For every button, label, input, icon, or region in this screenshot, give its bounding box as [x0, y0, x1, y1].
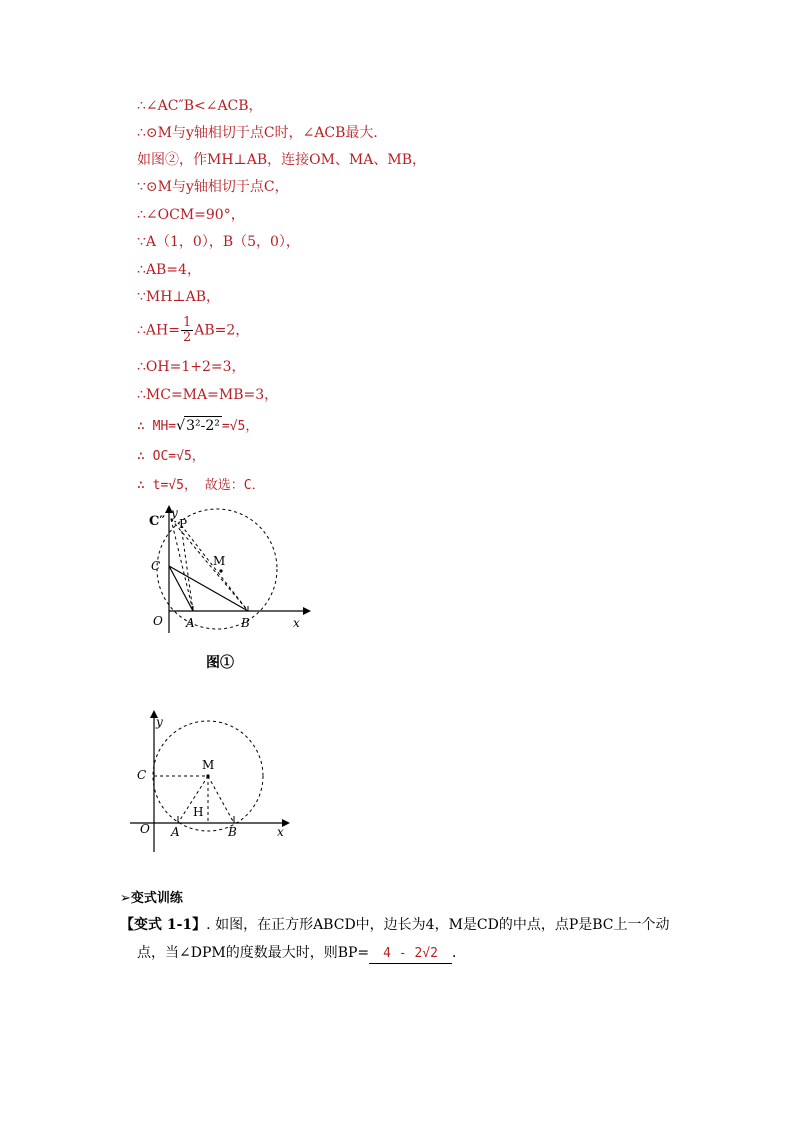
- label-a: A: [171, 825, 180, 839]
- solution-line-9: [137, 316, 249, 345]
- exercise-text-1: . 如图，在正方形ABCD中，边长为4，M是CD的中点，点P是BC上一个动: [206, 917, 670, 933]
- solution-line-7: ∴AB=4，: [137, 262, 201, 278]
- label-x: x: [277, 825, 284, 839]
- exercise-line-1: [120, 916, 670, 934]
- label-b: B: [241, 616, 250, 630]
- ah-suffix: AB=2，: [194, 322, 250, 339]
- figure-1-caption: 图①: [206, 655, 234, 671]
- label-c: C: [137, 768, 147, 782]
- x-axis-arrow-icon: [303, 607, 311, 615]
- mh-suffix: =√5，: [221, 419, 259, 434]
- figure-1-diagram: [135, 503, 320, 638]
- mh-prefix: ∴ MH=: [137, 419, 177, 434]
- solution-line-8: ∵MH⊥AB，: [137, 289, 221, 305]
- center-m-point: [219, 569, 222, 572]
- solution-line-13: ∴ OC=√5，: [137, 449, 205, 464]
- solution-line-10: ∴OH=1+2=3，: [137, 359, 246, 375]
- solution-line-3: 如图②，作MH⊥AB，连接OM、MA、MB，: [137, 152, 426, 168]
- radical-sign-icon: √: [176, 418, 186, 434]
- label-y: y: [171, 506, 178, 520]
- solution-line-14: ∴ t=√5， 故选：C．: [137, 478, 265, 493]
- exercise-text-2: 点，当∠DPM的度数最大时，则BP=: [137, 945, 370, 961]
- solution-line-2: ∴⊙M与y轴相切于点C时，∠ACB最大．: [137, 125, 388, 141]
- solution-line-6: ∵A（1，0），B（5，0），: [137, 234, 300, 250]
- radicand: 3²-2²: [186, 418, 220, 434]
- label-b: B: [228, 825, 237, 839]
- figure-2-diagram: [122, 706, 302, 856]
- label-c2: C″: [149, 514, 166, 529]
- section-heading: ➢变式训练: [120, 891, 183, 906]
- label-h: H: [193, 805, 204, 819]
- exercise-text-2-end: ．: [451, 945, 466, 961]
- exercise-line-2: [137, 944, 466, 964]
- label-c: C: [151, 559, 161, 573]
- label-p: P: [179, 517, 188, 531]
- label-x: x: [293, 616, 300, 630]
- label-m: M: [202, 758, 215, 772]
- answer-blank: 4 - 2√2: [369, 945, 452, 964]
- center-m-point: [206, 774, 209, 777]
- solution-line-4: ∵⊙M与y轴相切于点C，: [137, 179, 289, 195]
- solution-line-1: ∴∠AC″B<∠ACB，: [137, 98, 263, 114]
- fraction-denominator: 2: [182, 330, 192, 345]
- label-y: y: [156, 715, 163, 729]
- label-a: A: [186, 616, 195, 630]
- solution-line-11: ∴MC=MA=MB=3，: [137, 387, 279, 403]
- label-m: M: [213, 554, 226, 568]
- solution-line-5: ∴∠OCM=90°，: [137, 207, 245, 223]
- ah-prefix: ∴AH=: [137, 322, 180, 339]
- solution-line-12: [137, 416, 258, 436]
- exercise-tag: 【变式 1-1】: [120, 917, 207, 933]
- label-o: O: [153, 614, 163, 628]
- one-half-fraction: [181, 316, 193, 345]
- segment-mb: [208, 776, 234, 823]
- fraction-numerator: 1: [182, 315, 192, 330]
- label-o: O: [140, 822, 150, 836]
